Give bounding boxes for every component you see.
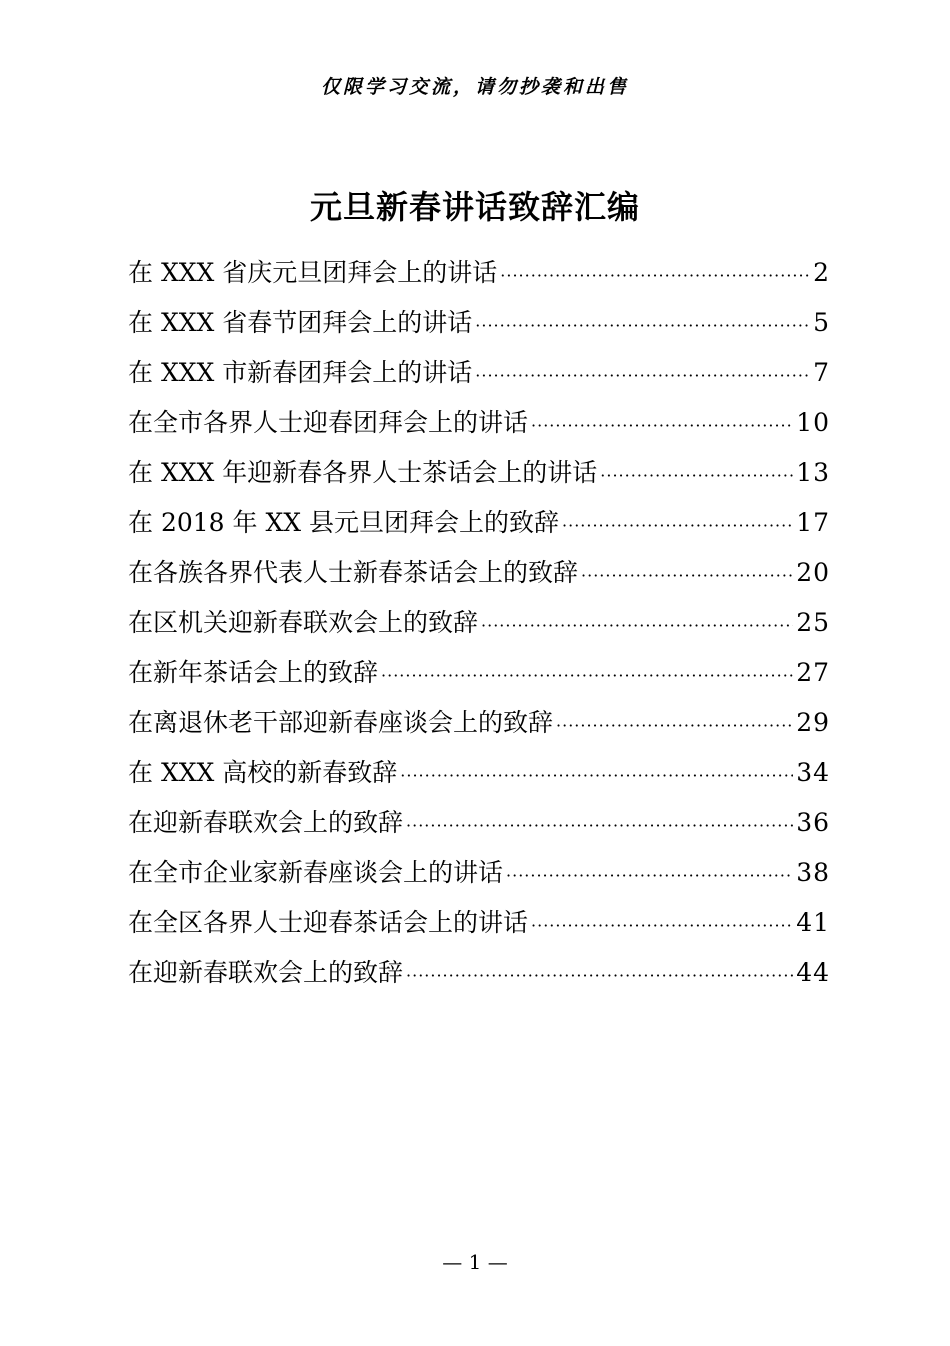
- toc-entry-title: 在各族各界代表人士新春茶话会上的致辞: [128, 558, 579, 587]
- toc-entry-title: 在全市各界人士迎春团拜会上的讲话: [128, 408, 529, 437]
- toc-dot-leader: [400, 751, 793, 801]
- toc-entry-page: 36: [796, 808, 830, 837]
- toc-entry-title: 在 XXX 年迎新春各界人士茶话会上的讲话: [128, 458, 598, 487]
- toc-dot-leader: [475, 351, 810, 401]
- toc-entry[interactable]: [128, 548, 830, 598]
- toc-entry-page: 10: [796, 408, 830, 437]
- toc-dot-leader: [406, 951, 793, 1001]
- toc-entry-page: 2: [813, 258, 830, 287]
- toc-entry-title: 在 2018 年 XX 县元旦团拜会上的致辞: [128, 508, 560, 537]
- toc-entry[interactable]: [128, 398, 830, 448]
- toc-entry-title: 在 XXX 高校的新春致辞: [128, 758, 398, 787]
- toc-entry-page: 20: [796, 558, 830, 587]
- toc-entry[interactable]: [128, 498, 830, 548]
- toc-dot-leader: [531, 401, 793, 451]
- toc-dot-leader: [500, 251, 810, 301]
- toc-dot-leader: [556, 701, 793, 751]
- toc-entry[interactable]: [128, 948, 830, 998]
- toc-entry[interactable]: [128, 898, 830, 948]
- toc-entry[interactable]: [128, 698, 830, 748]
- toc-entry-title: 在全市企业家新春座谈会上的讲话: [128, 858, 504, 887]
- toc-entry-title: 在区机关迎新春联欢会上的致辞: [128, 608, 479, 637]
- toc-dot-leader: [562, 501, 793, 551]
- toc-entry-title: 在迎新春联欢会上的致辞: [128, 808, 404, 837]
- toc-dot-leader: [481, 601, 793, 651]
- toc-entry[interactable]: [128, 798, 830, 848]
- toc-entry[interactable]: [128, 298, 830, 348]
- toc-entry[interactable]: [128, 348, 830, 398]
- toc-entry-page: 5: [813, 308, 830, 337]
- toc-entry[interactable]: [128, 748, 830, 798]
- toc-dot-leader: [406, 801, 793, 851]
- toc-dot-leader: [600, 451, 793, 501]
- toc-dot-leader: [581, 551, 793, 601]
- toc-entry-page: 13: [796, 458, 830, 487]
- header-note: 仅限学习交流，请勿抄袭和出售: [320, 76, 629, 98]
- toc-entry-page: 38: [796, 858, 830, 887]
- toc-entry-page: 41: [796, 908, 830, 937]
- toc-entry[interactable]: [128, 448, 830, 498]
- toc-entry-page: 29: [796, 708, 830, 737]
- toc-dot-leader: [506, 851, 793, 901]
- toc-dot-leader: [531, 901, 793, 951]
- toc-dot-leader: [381, 651, 793, 701]
- toc-entry-page: 27: [796, 658, 830, 687]
- table-of-contents: [128, 248, 830, 998]
- toc-entry-page: 44: [796, 958, 830, 987]
- toc-entry-page: 17: [796, 508, 830, 537]
- toc-entry-title: 在 XXX 省春节团拜会上的讲话: [128, 308, 473, 337]
- page-number: — 1 —: [442, 1250, 508, 1274]
- toc-entry-title: 在迎新春联欢会上的致辞: [128, 958, 404, 987]
- toc-entry[interactable]: [128, 598, 830, 648]
- document-title: 元旦新春讲话致辞汇编: [309, 188, 640, 226]
- toc-entry-title: 在新年茶话会上的致辞: [128, 658, 379, 687]
- toc-entry[interactable]: [128, 248, 830, 298]
- toc-entry-page: 25: [796, 608, 830, 637]
- toc-entry-title: 在离退休老干部迎新春座谈会上的致辞: [128, 708, 554, 737]
- toc-entry[interactable]: [128, 848, 830, 898]
- toc-entry-page: 34: [796, 758, 830, 787]
- toc-entry[interactable]: [128, 648, 830, 698]
- toc-entry-title: 在全区各界人士迎春茶话会上的讲话: [128, 908, 529, 937]
- toc-dot-leader: [475, 301, 810, 351]
- toc-entry-title: 在 XXX 市新春团拜会上的讲话: [128, 358, 473, 387]
- toc-entry-page: 7: [813, 358, 830, 387]
- toc-entry-title: 在 XXX 省庆元旦团拜会上的讲话: [128, 258, 498, 287]
